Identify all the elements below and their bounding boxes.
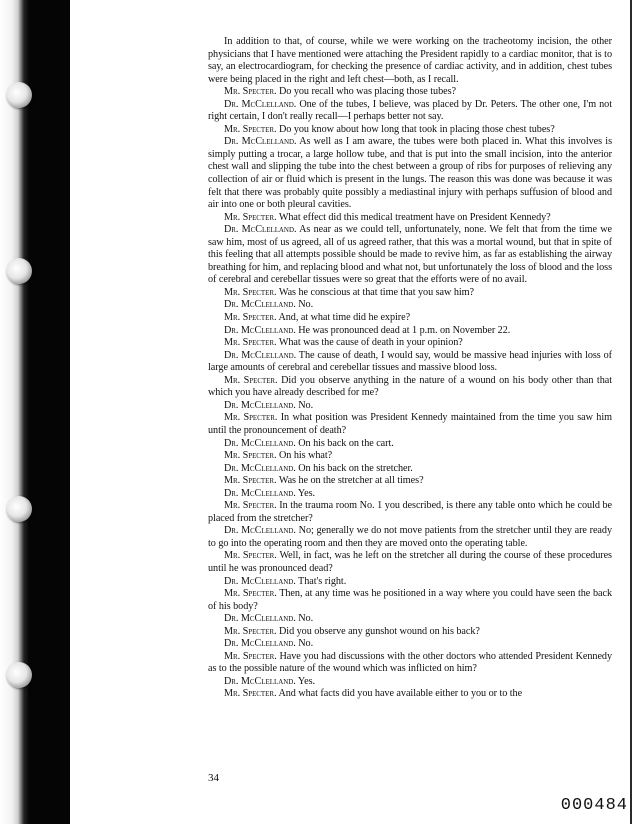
testimony-paragraph bbox=[208, 86, 612, 99]
speaker-name: Dr. McClelland. bbox=[224, 324, 296, 336]
speaker-name: Mr. Specter. bbox=[224, 688, 277, 700]
speaker-name: Dr. McClelland. bbox=[224, 98, 297, 110]
paragraph-text: Yes. bbox=[297, 487, 316, 499]
speaker-name: Mr. Specter. bbox=[224, 123, 277, 135]
speaker-name: Mr. Specter. bbox=[224, 588, 277, 600]
testimony-paragraph bbox=[208, 212, 612, 225]
speaker-name: Dr. McClelland. bbox=[224, 399, 296, 411]
testimony-paragraph bbox=[208, 375, 612, 400]
binder-ring bbox=[6, 496, 32, 522]
paragraph-text: Yes. bbox=[297, 675, 316, 687]
paragraph-text: And, at what time did he expire? bbox=[278, 312, 411, 324]
testimony-paragraph bbox=[208, 576, 612, 589]
testimony-paragraph bbox=[208, 312, 612, 325]
paragraph-text: Was he on the stretcher at all times? bbox=[278, 475, 424, 487]
paragraph-text: Do you know about how long that took in placing those chest tubes? bbox=[279, 123, 555, 135]
speaker-name: Dr. McClelland. bbox=[224, 525, 296, 537]
testimony-paragraph bbox=[208, 350, 612, 375]
testimony-paragraph bbox=[208, 651, 612, 676]
paragraph-text: Have you had discussions with the other doctors who attended President Kennedy as to the possible nature of the wound which was inflicted on him? bbox=[208, 650, 613, 675]
paragraph-text: As near as we could tell, unfortunately, none. We felt that from the time we saw him, most of us agreed, all of us agreed rather, that this was a mortal wound, but that in spite of this feeling that all attempts possible should be made to revive him, as far as establishing the airway breathing for him, and replacing blood and what not, but unfortunately the loss of blood and the loss of cerebral and cerebellar tissues were so great that the efforts were of no avail. bbox=[208, 224, 612, 286]
paragraph-text: No. bbox=[298, 299, 314, 311]
speaker-name: Dr. McClelland. bbox=[224, 613, 296, 625]
speaker-name: Dr. McClelland. bbox=[224, 437, 296, 449]
testimony-paragraph bbox=[208, 337, 612, 350]
binder-ring bbox=[6, 258, 32, 284]
speaker-name: Dr. McClelland. bbox=[224, 299, 296, 311]
testimony-paragraph bbox=[208, 224, 612, 287]
paragraph-text: Did you observe anything in the nature of a wound on his body other than that which you have already described for me? bbox=[208, 374, 613, 399]
testimony-paragraph bbox=[208, 676, 612, 689]
paragraph-text: Well, in fact, was he left on the stretcher all during the course of these procedures until he was pronounced dead? bbox=[208, 550, 612, 574]
testimony-paragraph bbox=[208, 325, 612, 338]
speaker-name: Dr. McClelland. bbox=[224, 349, 297, 361]
binder-ring bbox=[6, 662, 32, 688]
testimony-paragraph bbox=[208, 136, 612, 211]
speaker-name: Dr. McClelland. bbox=[224, 487, 296, 499]
testimony-paragraph bbox=[208, 287, 612, 300]
testimony-paragraph bbox=[208, 588, 612, 613]
paragraph-text: What was the cause of death in your opinion? bbox=[278, 337, 463, 349]
testimony-paragraph bbox=[208, 400, 612, 413]
paragraph-text: Do you recall who was placing those tubes? bbox=[279, 86, 456, 98]
speaker-name: Mr. Specter. bbox=[224, 312, 277, 324]
paragraph-text: One of the tubes, I believe, was placed by Dr. Peters. The other one, I'm not right certain, I don't really recall—I perhaps better not say. bbox=[208, 98, 612, 123]
paragraph-text: No. bbox=[298, 638, 314, 650]
paragraph-text: No. bbox=[298, 613, 314, 625]
testimony-text bbox=[208, 36, 612, 701]
testimony-paragraph bbox=[208, 550, 612, 575]
speaker-name: Mr. Specter. bbox=[224, 337, 277, 349]
speaker-name: Dr. McClelland. bbox=[224, 224, 297, 236]
testimony-paragraph bbox=[208, 626, 612, 639]
speaker-name: Mr. Specter. bbox=[224, 550, 277, 562]
testimony-paragraph bbox=[208, 613, 612, 626]
testimony-paragraph bbox=[208, 36, 612, 86]
speaker-name: Dr. McClelland. bbox=[224, 575, 296, 587]
paragraph-text: As well as I am aware, the tubes were both placed in. What this involves is simply putting a trocar, a large hollow tube, and that is put into the small incision, into the anterior chest wall and slipping the tube into the chest between a group of ribs for purposes of relieving any collection of air or fluid which is present in the lungs. The reason this was done was because it was felt that there was probably quite possibly a mediastinal injury with perhaps suffusion of blood and air into one or both pleural cavities. bbox=[208, 136, 612, 211]
paragraph-text: He was pronounced dead at 1 p.m. on November 22. bbox=[298, 324, 511, 336]
paragraph-text: What effect did this medical treatment have on President Kennedy? bbox=[278, 211, 551, 223]
paragraph-text: On his back on the cart. bbox=[298, 437, 394, 449]
testimony-paragraph bbox=[208, 500, 612, 525]
speaker-name: Mr. Specter. bbox=[224, 500, 277, 512]
speaker-name: Dr. McClelland. bbox=[224, 136, 297, 148]
binder-ring bbox=[6, 82, 32, 108]
paragraph-text: And what facts did you have available either to you or to the bbox=[278, 688, 523, 700]
testimony-paragraph bbox=[208, 638, 612, 651]
speaker-name: Mr. Specter. bbox=[224, 286, 277, 298]
testimony-paragraph bbox=[208, 488, 612, 501]
speaker-name: Mr. Specter. bbox=[224, 475, 277, 487]
testimony-paragraph bbox=[208, 99, 612, 124]
paragraph-text: Was he conscious at that time that you saw him? bbox=[278, 286, 474, 298]
paragraph-text: No. bbox=[298, 399, 314, 411]
speaker-name: Mr. Specter. bbox=[224, 450, 277, 462]
speaker-name: Mr. Specter. bbox=[224, 374, 278, 386]
speaker-name: Mr. Specter. bbox=[224, 625, 277, 637]
speaker-name: Mr. Specter. bbox=[224, 412, 278, 424]
scan-margin-strip bbox=[30, 0, 70, 824]
testimony-paragraph bbox=[208, 438, 612, 451]
testimony-paragraph bbox=[208, 412, 612, 437]
paragraph-text: Did you observe any gunshot wound on his back? bbox=[279, 625, 480, 637]
speaker-name: Mr. Specter. bbox=[224, 211, 277, 223]
paragraph-text: On his back on the stretcher. bbox=[298, 462, 413, 474]
paragraph-text: The cause of death, I would say, would be massive head injuries with loss of large amounts of cerebral and cerebellar tissues and massive blood loss. bbox=[208, 349, 612, 374]
speaker-name: Dr. McClelland. bbox=[224, 462, 296, 474]
paragraph-text: Then, at any time was he positioned in a way where you could have seen the back of his body? bbox=[208, 588, 612, 612]
paragraph-text: That's right. bbox=[298, 575, 347, 587]
speaker-name: Dr. McClelland. bbox=[224, 638, 296, 650]
paragraph-text: In the trauma room No. 1 you described, is there any table onto which he could be placed from the stretcher? bbox=[208, 500, 612, 524]
paragraph-text: No; generally we do not move patients from the stretcher until they are ready to go into the operating room and then they are moved onto the operating table. bbox=[208, 525, 612, 549]
testimony-paragraph bbox=[208, 525, 612, 550]
testimony-paragraph bbox=[208, 463, 612, 476]
testimony-paragraph bbox=[208, 299, 612, 312]
paragraph-text: On his what? bbox=[279, 450, 333, 462]
testimony-paragraph bbox=[208, 475, 612, 488]
paragraph-text: In what position was President Kennedy maintained from the time you saw him until the pronouncement of death? bbox=[208, 412, 613, 436]
paper-edge bbox=[630, 0, 632, 824]
paragraph-text: In addition to that, of course, while we were working on the tracheotomy incision, the other physicians that I have mentioned were attaching the President rapidly to a cardiac monitor, that is to say, an electrocardiogram, for checking the presence of cardiac activity, and in addition, chest tubes were being placed in the right and left chest—both, as I recall. bbox=[208, 36, 612, 85]
speaker-name: Mr. Specter. bbox=[224, 86, 277, 98]
speaker-name: Dr. McClelland. bbox=[224, 675, 296, 687]
testimony-paragraph bbox=[208, 124, 612, 137]
page-binding-edge bbox=[0, 0, 30, 824]
testimony-paragraph bbox=[208, 688, 612, 701]
speaker-name: Mr. Specter. bbox=[224, 650, 277, 662]
page-number: 34 bbox=[208, 772, 219, 784]
testimony-paragraph bbox=[208, 450, 612, 463]
document-stamp-number: 000484 bbox=[560, 796, 628, 815]
